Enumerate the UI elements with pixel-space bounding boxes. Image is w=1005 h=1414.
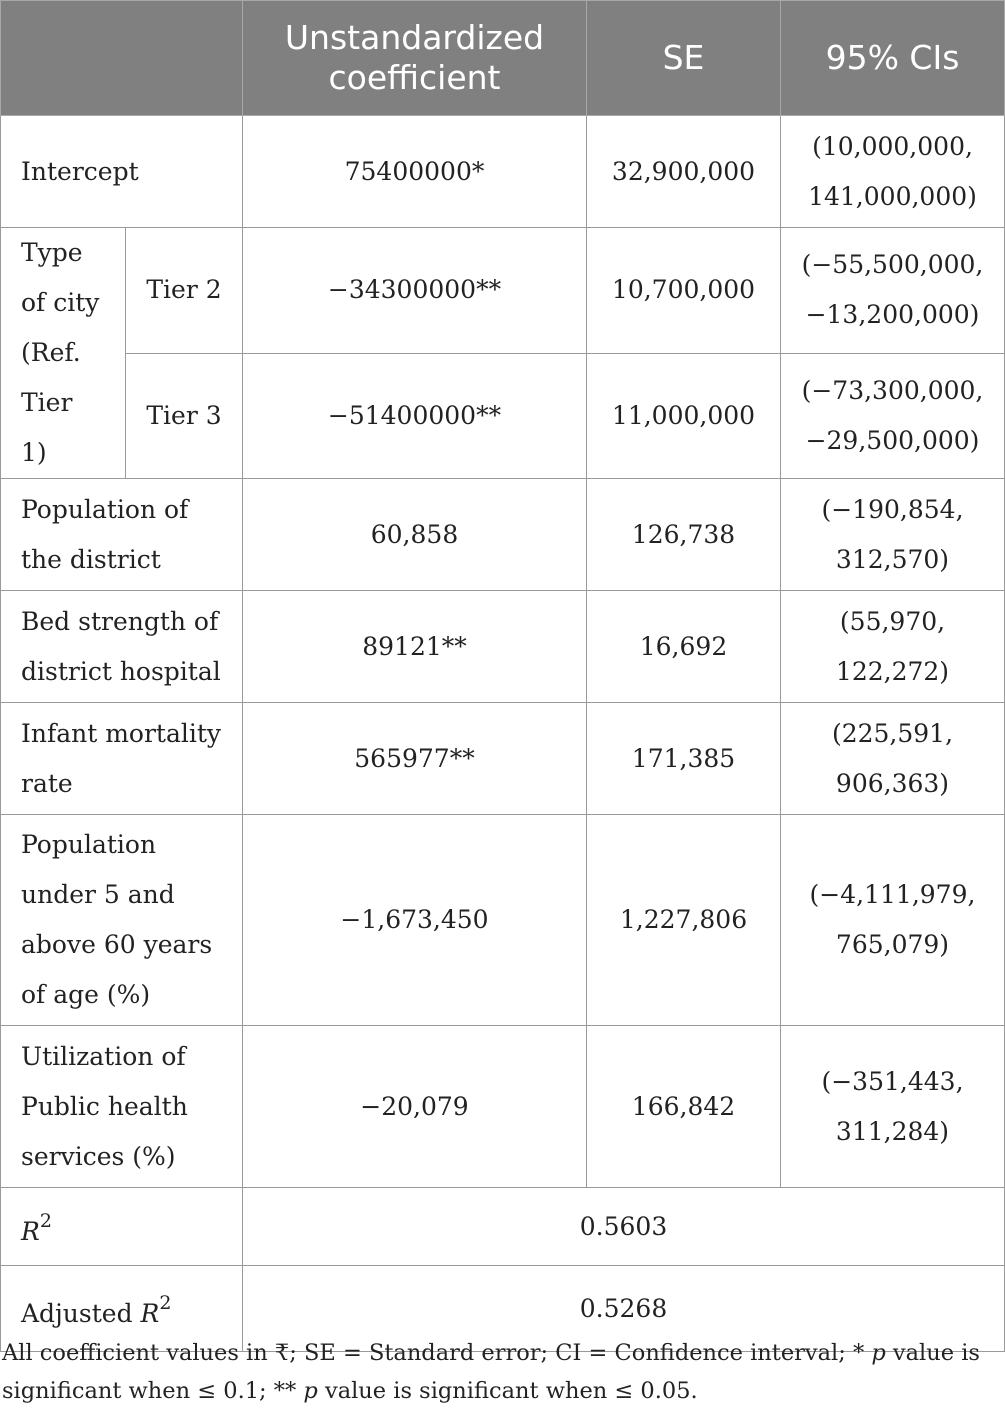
header-blank bbox=[1, 1, 243, 116]
table-footnote bbox=[2, 1334, 1002, 1410]
se-cell: 32,900,000 bbox=[587, 116, 781, 228]
ci-upper: 765,079) bbox=[835, 930, 950, 959]
ci-upper: 141,000,000) bbox=[808, 181, 977, 211]
sub-row-label: Tier 2 bbox=[126, 228, 243, 354]
header-row bbox=[1, 1, 1005, 116]
ci-lower: (10,000,000, bbox=[812, 131, 973, 161]
ci-cell bbox=[781, 815, 1005, 1026]
ci-lower: (−351,443, bbox=[821, 1066, 964, 1096]
se-cell: 1,227,806 bbox=[587, 815, 781, 1026]
footnote-p-italic: p bbox=[871, 1340, 886, 1366]
ci-cell bbox=[781, 228, 1005, 354]
coef-cell: 89121** bbox=[243, 591, 587, 703]
se-cell: 171,385 bbox=[587, 703, 781, 815]
ci-cell bbox=[781, 116, 1005, 228]
row-label: Bed strength of district hospital bbox=[1, 591, 243, 703]
ci-cell bbox=[781, 353, 1005, 479]
adjusted-text: Adjusted bbox=[21, 1299, 133, 1328]
table-row bbox=[1, 815, 1005, 1026]
r-squared-row bbox=[1, 1188, 1005, 1266]
ci-cell bbox=[781, 1026, 1005, 1188]
coef-cell: 565977** bbox=[243, 703, 587, 815]
ci-upper: −13,200,000) bbox=[805, 300, 980, 330]
coef-cell: −34300000** bbox=[243, 228, 587, 354]
r-exponent: 2 bbox=[159, 1292, 172, 1314]
row-label: Population under 5 and above 60 years of age (%) bbox=[1, 815, 243, 1026]
table-row bbox=[1, 591, 1005, 703]
ci-upper: 122,272) bbox=[835, 656, 950, 686]
r-exponent: 2 bbox=[39, 1210, 52, 1232]
se-cell: 126,738 bbox=[587, 479, 781, 591]
footnote-p-italic: p bbox=[303, 1378, 318, 1404]
table-row bbox=[1, 703, 1005, 815]
footnote-text-2: value is significant when ≤ 0.1; ** bbox=[2, 1340, 980, 1404]
coef-cell: 60,858 bbox=[243, 479, 587, 591]
header-se: SE bbox=[587, 1, 781, 116]
adjusted-r-squared-value: 0.5268 bbox=[243, 1266, 1005, 1352]
r-symbol: R bbox=[140, 1299, 160, 1328]
coef-cell: −20,079 bbox=[243, 1026, 587, 1188]
table-row bbox=[1, 116, 1005, 228]
ci-upper: 311,284) bbox=[835, 1116, 950, 1146]
ci-upper: 312,570) bbox=[835, 544, 950, 574]
sub-row-label: Tier 3 bbox=[126, 353, 243, 479]
row-label: Type of city (Ref. Tier 1) bbox=[1, 228, 126, 479]
ci-lower: (−190,854, bbox=[821, 494, 964, 524]
ci-lower: (−4,111,979, bbox=[809, 880, 976, 909]
row-label: Intercept bbox=[1, 116, 243, 228]
coef-cell: 75400000* bbox=[243, 116, 587, 228]
ci-lower: (225,591, bbox=[831, 718, 954, 748]
coef-cell: −51400000** bbox=[243, 353, 587, 479]
table-row bbox=[1, 353, 1005, 479]
ci-cell bbox=[781, 703, 1005, 815]
header-ci: 95% CIs bbox=[781, 1, 1005, 116]
ci-upper: 906,363) bbox=[835, 768, 950, 798]
table-row bbox=[1, 1026, 1005, 1188]
footnote-text-3: value is significant when ≤ 0.05. bbox=[317, 1378, 698, 1404]
row-label: Infant mortality rate bbox=[1, 703, 243, 815]
table-row bbox=[1, 479, 1005, 591]
ci-cell bbox=[781, 479, 1005, 591]
ci-upper: −29,500,000) bbox=[805, 425, 980, 455]
header-coefficient: Unstandardized coefficient bbox=[243, 1, 587, 116]
ci-cell bbox=[781, 591, 1005, 703]
coef-cell: −1,673,450 bbox=[243, 815, 587, 1026]
se-cell: 16,692 bbox=[587, 591, 781, 703]
ci-lower: (55,970, bbox=[839, 606, 946, 636]
r-symbol: R bbox=[21, 1217, 40, 1246]
se-cell: 10,700,000 bbox=[587, 228, 781, 354]
row-label: Population of the district bbox=[1, 479, 243, 591]
table-row bbox=[1, 228, 1005, 354]
row-label: Utilization of Public health services (%) bbox=[1, 1026, 243, 1188]
r-squared-value: 0.5603 bbox=[243, 1188, 1005, 1266]
footnote-text-1: All coefficient values in ₹; SE = Standard error; CI = Confidence interval; * bbox=[2, 1340, 872, 1366]
se-cell: 166,842 bbox=[587, 1026, 781, 1188]
se-cell: 11,000,000 bbox=[587, 353, 781, 479]
ci-lower: (−73,300,000, bbox=[801, 375, 984, 405]
r-squared-label bbox=[1, 1188, 243, 1266]
ci-lower: (−55,500,000, bbox=[801, 250, 984, 280]
